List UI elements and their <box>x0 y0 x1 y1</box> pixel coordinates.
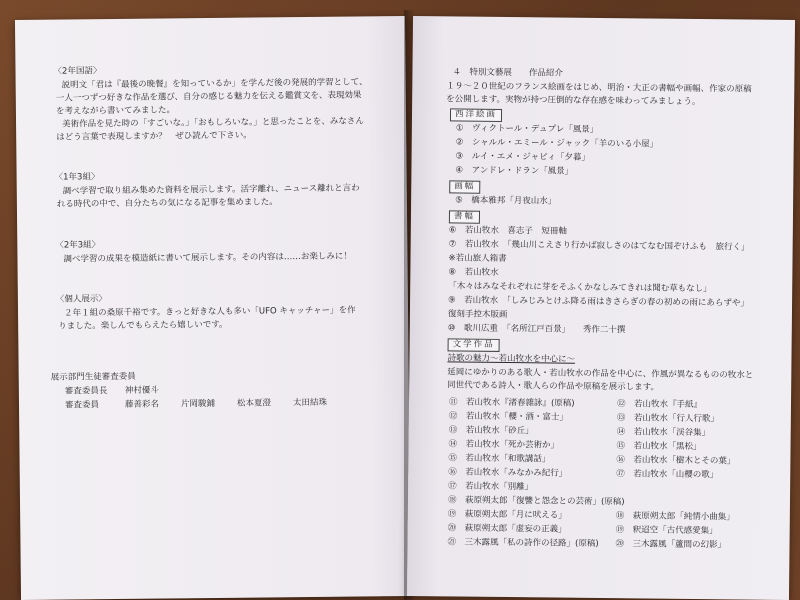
sec4-heading: 〈個人展示〉 <box>55 294 107 305</box>
lit-subtitle: 詩歌の魅力～若山牧水を中心に～ <box>447 353 576 365</box>
right-title: ４ 特別文藝展 作品紹介 <box>452 67 564 79</box>
lit-intro-line: 同世代である詩人・歌人らの作品や原稿を展示します。 <box>447 380 660 393</box>
left-page <box>15 16 411 600</box>
member-role: 審査委員 <box>64 400 100 411</box>
work-item: ⑳ 三木露風「蘆間の幻影」 <box>615 539 727 551</box>
work-item: ⑯ 若山牧水「みなかみ紀行」 <box>448 467 568 479</box>
sec2-line: れる時代の中で、自分たちの気になる記事を集めました。 <box>56 197 278 210</box>
sec1-line: はどう言葉で表現しますか？ ぜひ読んで下さい。 <box>56 130 252 143</box>
work-item: ⑪ 若山牧水『渚春雜詠』(原稿) <box>448 397 575 409</box>
work-item: ⑬ 若山牧水「行人行歌」 <box>616 413 719 425</box>
sec1-heading: 〈2年国語〉 <box>53 66 102 77</box>
work-item: ⑭ 若山牧水「渓谷集」 <box>616 427 711 439</box>
sec4-line: ２年１組の桑原千裕です。きっと好きな人も多い「UFO キャッチャー」を作 <box>63 305 356 319</box>
sec1-line: 説明文「君は『最後の晩餐』を知っているか」を学んだ後の発展的学習として、 <box>61 77 368 91</box>
intro-line: １９～２０世紀のフランス絵画をはじめ、明治・大正の書幅や画幅、作家の原稿 <box>446 81 752 95</box>
chair-role: 審査委員長 <box>64 386 108 397</box>
work-item: ㉑ 三木露風「私の詩作の径路」(原稿) <box>447 537 599 549</box>
committee-title: 展示部門生徒審査委員 <box>50 371 136 383</box>
work-item: ⑲ 萩原朔太郎「月に吠える」 <box>447 509 567 521</box>
shofuku-item: ⑨ 若山牧水 「しみじみとけふ降る雨はきさらぎの春の初めの雨にあらずや」 <box>448 295 749 309</box>
shofuku-item: ⑩ 歌川広重 「名所江戸百景」 秀作二十撰 <box>447 323 626 336</box>
sec1-line: を考えながら書いてみました。 <box>55 105 175 117</box>
work-item: ⑫ 若山牧水『手紙』 <box>616 399 703 411</box>
sec1-line: 一人一つずつ好きな作品を選び、自分の感じる魅力を伝える鑑賞文を、表現効果 <box>55 90 362 104</box>
shofuku-item: ※若山旅人箱書 <box>448 253 507 265</box>
work-item: ⑯ 若山牧水「樹木とその葉」 <box>616 455 736 467</box>
work-item: ⑬ 若山牧水「砂丘」 <box>448 425 534 437</box>
shofuku-item: ⑥ 若山牧水 喜志子 短冊軸 <box>448 225 567 237</box>
member-name: 太田結珠 <box>292 397 328 409</box>
member-name: 片岡駿鋪 <box>180 398 216 410</box>
work-item: ⑱ 萩原朔太郎「復讐と怨念との芸術」(原稿) <box>447 495 625 508</box>
western-item: ① ヴィクトール・デュプレ「風景」 <box>455 123 599 135</box>
member-name: 松本夏澄 <box>236 398 272 409</box>
gafuku-label: 画幅 <box>449 180 480 193</box>
lit-intro-line: 延岡にゆかりのある歌人・若山牧水の作品を中心に、作風が異なるものの牧水と <box>447 367 754 381</box>
right-page <box>407 16 795 600</box>
shofuku-item: 「木々はみなそれぞれに芽をそふくかなしみてきれは聞む草もなし」 <box>448 281 712 295</box>
shofuku-item: ⑦ 若山牧水 「幾山川こえさり行かば寂しさのはてなむ国ぞけふも 旅行く」 <box>448 239 750 253</box>
work-item: ⑰ 若山牧水「別離」 <box>448 481 534 493</box>
sec1-line: 美術作品を見た時の「すごいな。」「おもしろいな。」と思ったことを、みなさん <box>62 116 364 130</box>
sec4-line: りました。楽しんでもらえたら嬉しいです。 <box>58 319 228 332</box>
chair-name: 神村優斗 <box>124 385 159 396</box>
work-item: ⑳ 萩原朔太郎「虚妄の正義」 <box>447 523 567 535</box>
sec2-line: 調べ学習で取り組み集めた資料を展示します。活字離れ、ニュース離れと言わ <box>62 183 360 197</box>
shofuku-label: 書幅 <box>449 210 480 223</box>
work-item: ⑮ 若山牧水「黒松」 <box>616 441 702 453</box>
literature-label: 文学作品 <box>448 338 500 352</box>
intro-line: を公開します。実物が持つ圧倒的な存在感を味わってみましょう。 <box>446 94 701 108</box>
gafuku-item: ⑤ 橋本雅邦「月夜山水」 <box>455 195 557 207</box>
western-item: ④ アンドレ・ドラン「風景」 <box>455 165 574 177</box>
work-item: ⑫ 若山牧水「櫻・酒・富士」 <box>448 411 568 423</box>
work-item: ⑭ 若山牧水「死か芸術か」 <box>448 439 560 451</box>
sec3-line: 調べ学習の成果を模造紙に書いて展示します。その内容は……お楽しみに！ <box>63 251 352 265</box>
western-item: ③ ルイ・エメ・ジャピィ「夕暮」 <box>455 151 590 163</box>
shofuku-item: 復刻手控木版画 <box>447 309 508 321</box>
work-item: ⑮ 若山牧水「和歌講話」 <box>448 453 551 465</box>
sec2-heading: 〈1年3組〉 <box>54 172 100 183</box>
member-name: 藤善彩名 <box>124 399 160 410</box>
sec3-heading: 〈2年3組〉 <box>55 240 101 251</box>
western-label: 西洋絵画 <box>450 108 502 122</box>
shofuku-item: ⑧ 若山牧水 <box>448 267 499 278</box>
work-item: ⑲ 釈迢空「古代感愛集」 <box>615 525 718 537</box>
western-item: ② シャルル・エミール・ジャック「羊のいる小屋」 <box>455 137 659 150</box>
work-item: ⑱ 萩原朔太郎「純情小曲集」 <box>615 511 735 523</box>
work-item: ⑰ 若山牧水「山櫻の歌」 <box>616 469 719 481</box>
